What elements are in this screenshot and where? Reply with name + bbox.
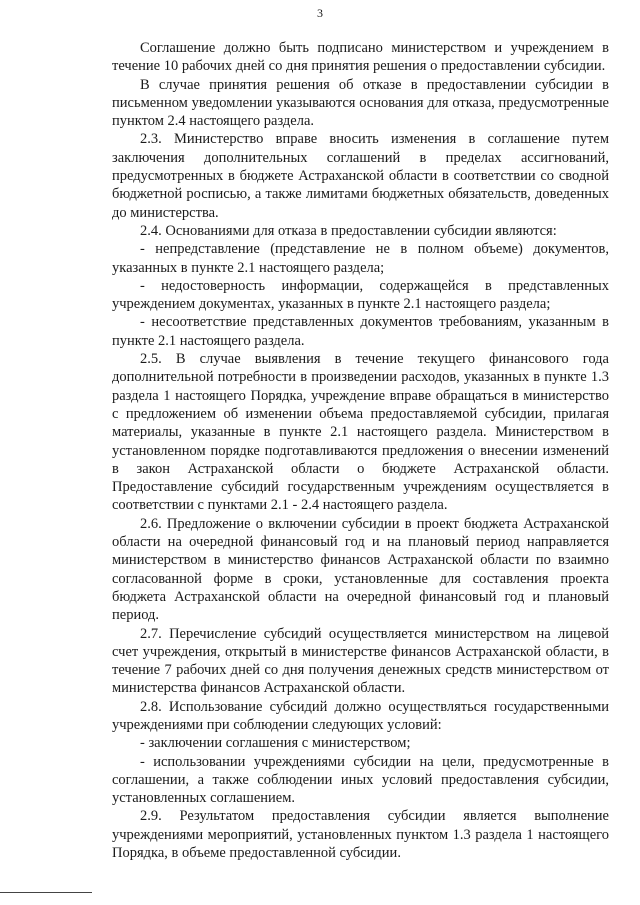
page-number: 3: [317, 6, 323, 20]
footer-rule: [0, 892, 92, 893]
list-item-non-submission: - непредставление (представление не в полном объеме) документов, указанных в пункте 2.1 настоящего раздела;: [112, 241, 609, 276]
paragraph-2-4: 2.4. Основаниями для отказа в предоставлении субсидии являются:: [140, 222, 557, 239]
list-item-non-compliance: - несоответствие представленных документов требованиям, указанным в пункте 2.1 настоящего раздела.: [112, 314, 609, 349]
paragraph-2-5: 2.5. В случае выявления в течение текущего финансового года дополнительной потребности в произведении расходов, указанных в пункте 1.3 раздела 1 настоящего Порядка, учреждение вправе обращаться в министерство с предложением об изменении объема предоставляемой субсидии, прилагая материалы, указанные в пункте 2.1 настоящего раздела. Министерством в установленном порядке подготавливаются предложения о внесении изменений в закон Астраханской области о бюджете Астраханской области. Предоставление субсидий государственным учреждениям осуществляется в соответствии с пунктами 2.1 - 2.4 настоящего раздела.: [112, 351, 609, 514]
paragraph-2-8: 2.8. Использование субсидий должно осуществляться государственными учреждениями при соблюдении следующих условий:: [112, 698, 609, 733]
paragraph-2-9: 2.9. Результатом предоставления субсидии является выполнение учреждениями мероприятий, установленных пунктом 1.3 раздела 1 настоящего Порядка, в объеме предоставленной субсидии.: [112, 808, 609, 862]
paragraph-2-3: 2.3. Министерство вправе вносить изменения в соглашение путем заключения дополнительных соглашений в пределах ассигнований, предусмотренных в бюджете Астраханской области в соответствии со сводной бюджетной росписью, а также лимитами бюджетных обязательств, доведенных до министерства.: [112, 131, 609, 221]
paragraph-2-6: 2.6. Предложение о включении субсидии в проект бюджета Астраханской области на очередной финансовый год и на плановый период направляется министерством в министерство финансов Астраханской области по взаимно согласованной форме в сроки, установленные для составления проекта бюджета Астраханской области на очередной финансовый год и плановый период.: [112, 515, 609, 624]
list-item-agreement: - заключении соглашения с министерством;: [140, 735, 411, 752]
paragraph-2-7: 2.7. Перечисление субсидий осуществляется министерством на лицевой счет учреждения, открытый в министерстве финансов Астраханской области, в течение 7 рабочих дней со дня получения денежных средств министерством от министерства финансов Астраханской области.: [112, 625, 609, 697]
paragraph-agreement-signing: Соглашение должно быть подписано министерством и учреждением в течение 10 рабочих дней со дня принятия решения о предоставлении субсидии.: [112, 40, 609, 75]
list-item-unreliability: - недостоверность информации, содержащейся в представленных учреждением документах, указанных в пункте 2.1 настоящего раздела;: [112, 277, 609, 313]
document-body: [112, 39, 609, 862]
list-item-purpose-use: - использовании учреждениями субсидии на цели, предусмотренные в соглашении, а также соблюдении иных условий предоставления субсидии, установленных соглашением.: [112, 753, 609, 807]
paragraph-refusal-notice: В случае принятия решения об отказе в предоставлении субсидии в письменном уведомлении указываются основания для отказа, предусмотренные пунктом 2.4 настоящего раздела.: [112, 76, 609, 130]
